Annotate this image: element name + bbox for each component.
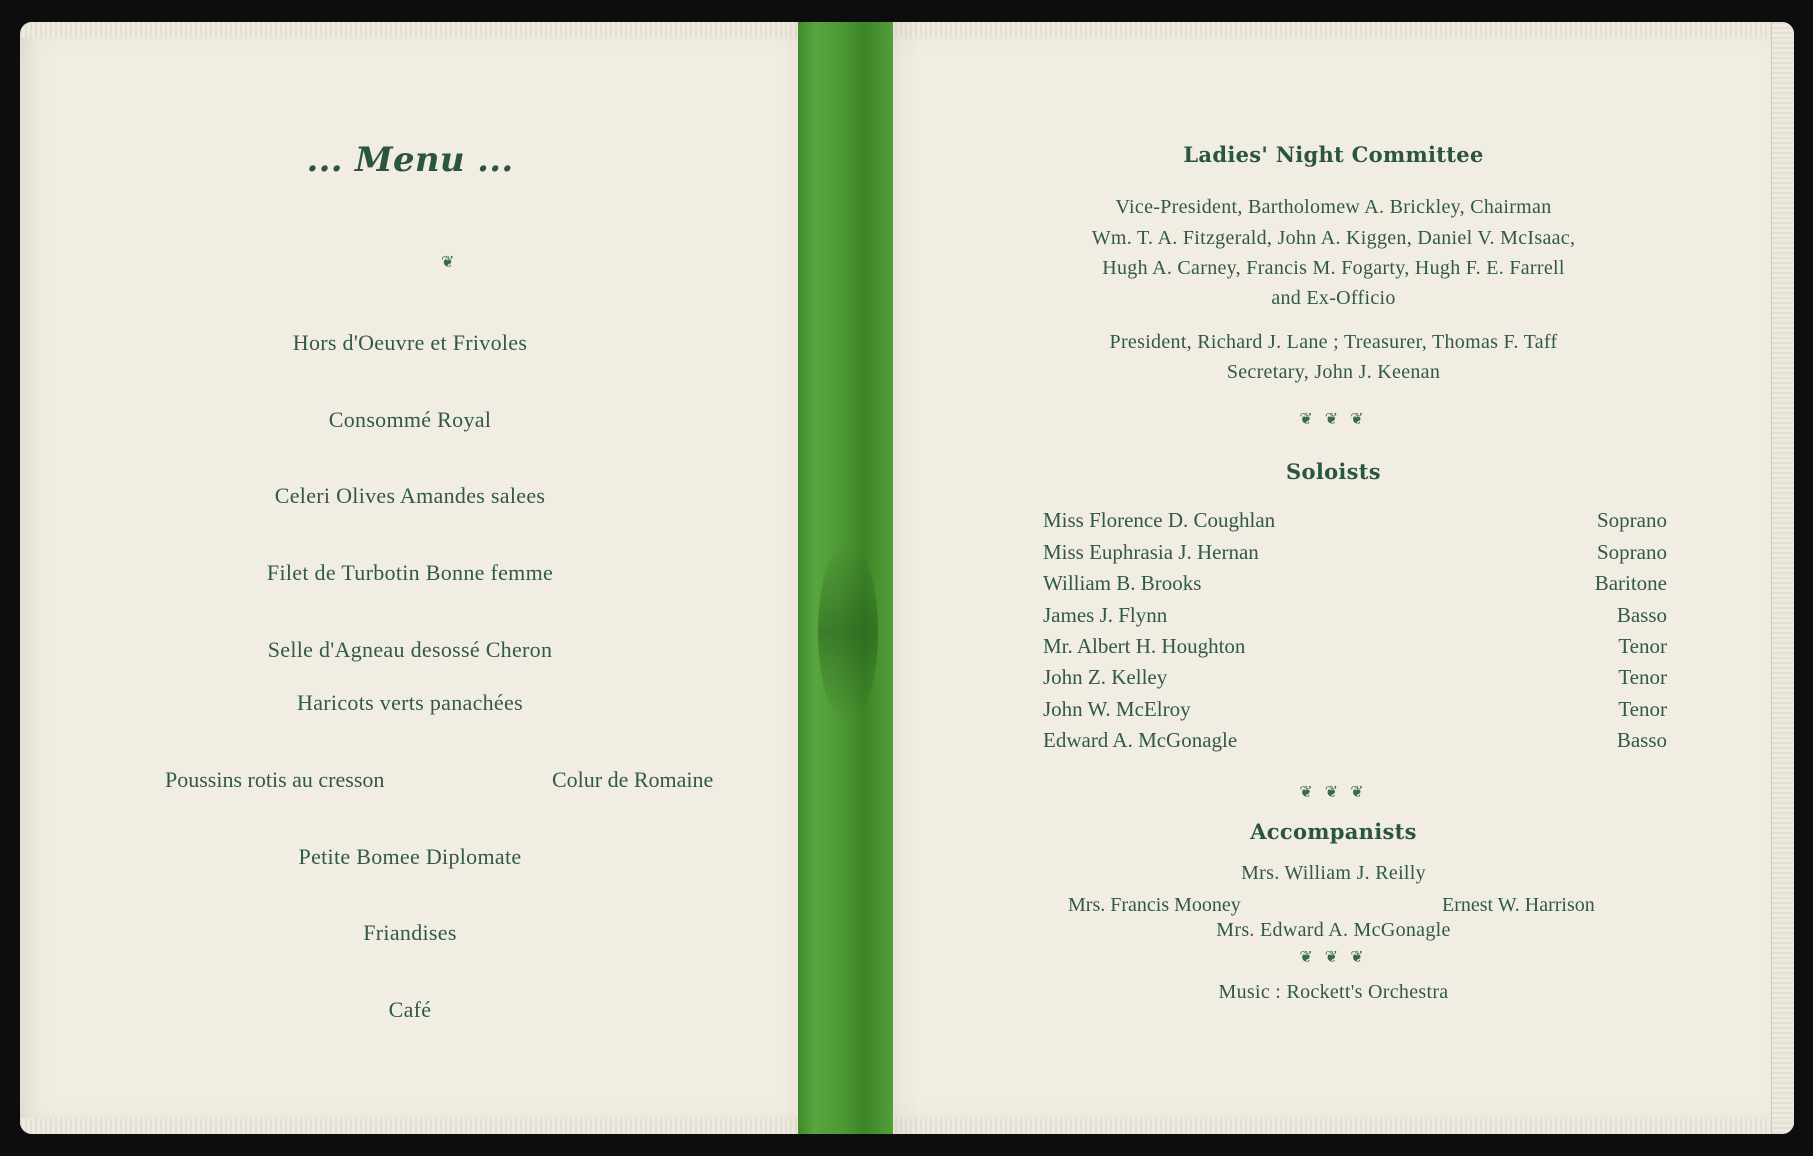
- soloists-heading: Soloists: [1286, 459, 1381, 484]
- soloist-voice: Basso: [1616, 603, 1667, 627]
- menu-course: Selle d'Agneau desossé Cheron: [267, 637, 553, 662]
- menu-course: Haricots verts panachées: [297, 690, 523, 715]
- soloist-voice: Tenor: [1618, 697, 1667, 721]
- leaf-ornament-icon: ❦ ❦ ❦: [1299, 949, 1368, 966]
- officer-line: President, Richard J. Lane ; Treasurer, Thomas F. Taff: [1109, 331, 1558, 353]
- menu-course: Filet de Turbotin Bonne femme: [266, 560, 554, 585]
- menu-booklet: [20, 22, 1794, 1134]
- leaf-ornament-icon: ❦ ❦ ❦: [1299, 411, 1368, 428]
- soloist-name: Mr. Albert H. Houghton: [1043, 634, 1246, 658]
- menu-course-left: Poussins rotis au cresson: [165, 767, 385, 792]
- paper-edge-right: [1771, 22, 1794, 1134]
- soloist-voice: Basso: [1616, 728, 1667, 752]
- officer-line: Secretary, John J. Keenan: [1226, 361, 1441, 383]
- accompanist-name: Mrs. Edward A. McGonagle: [1216, 919, 1451, 941]
- soloist-name: Edward A. McGonagle: [1043, 728, 1238, 752]
- soloist-voice: Baritone: [1594, 571, 1667, 595]
- soloist-name: James J. Flynn: [1043, 603, 1168, 627]
- soloist-voice: Soprano: [1597, 508, 1667, 532]
- leaf-ornament-icon: ❦ ❦ ❦: [1299, 784, 1368, 801]
- committee-heading: Ladies' Night Committee: [1183, 142, 1484, 167]
- committee-line: Vice-President, Bartholomew A. Brickley, Chairman: [1115, 196, 1552, 218]
- menu-dessert: Friandises: [363, 920, 457, 945]
- menu-page: [20, 22, 800, 1134]
- accompanists-heading: Accompanists: [1250, 819, 1417, 844]
- ribbon-twist: [818, 542, 878, 722]
- accompanist-name: Mrs. Francis Mooney: [1068, 894, 1241, 916]
- committee-line: Wm. T. A. Fitzgerald, John A. Kiggen, Daniel V. McIsaac,: [1091, 227, 1576, 249]
- soloist-name: Miss Florence D. Coughlan: [1043, 508, 1276, 532]
- leaf-ornament-icon: ❦: [441, 254, 461, 271]
- menu-course-right: Colur de Romaine: [552, 767, 714, 792]
- menu-dessert: Petite Bomee Diplomate: [298, 844, 522, 869]
- soloist-name: William B. Brooks: [1043, 571, 1202, 595]
- soloist-name: John Z. Kelley: [1043, 665, 1168, 689]
- menu-course: Consommé Royal: [328, 407, 492, 432]
- accompanist-name: Ernest W. Harrison: [1442, 894, 1595, 916]
- menu-title: ... Menu ...: [306, 140, 514, 180]
- soloist-voice: Tenor: [1618, 665, 1667, 689]
- soloist-voice: Tenor: [1618, 634, 1667, 658]
- committee-line: Hugh A. Carney, Francis M. Fogarty, Hugh F. E. Farrell: [1102, 257, 1565, 279]
- soloist-name: John W. McElroy: [1043, 697, 1191, 721]
- menu-course: Hors d'Oeuvre et Frivoles: [292, 330, 528, 355]
- accompanist-name: Mrs. William J. Reilly: [1241, 862, 1426, 884]
- soloist-name: Miss Euphrasia J. Hernan: [1043, 540, 1259, 564]
- music-credit: Music : Rockett's Orchestra: [1218, 981, 1449, 1003]
- soloist-voice: Soprano: [1597, 540, 1667, 564]
- menu-course: Celeri Olives Amandes salees: [274, 483, 546, 508]
- program-page: [895, 22, 1772, 1134]
- committee-line: and Ex-Officio: [1271, 287, 1396, 309]
- menu-dessert: Café: [388, 997, 432, 1022]
